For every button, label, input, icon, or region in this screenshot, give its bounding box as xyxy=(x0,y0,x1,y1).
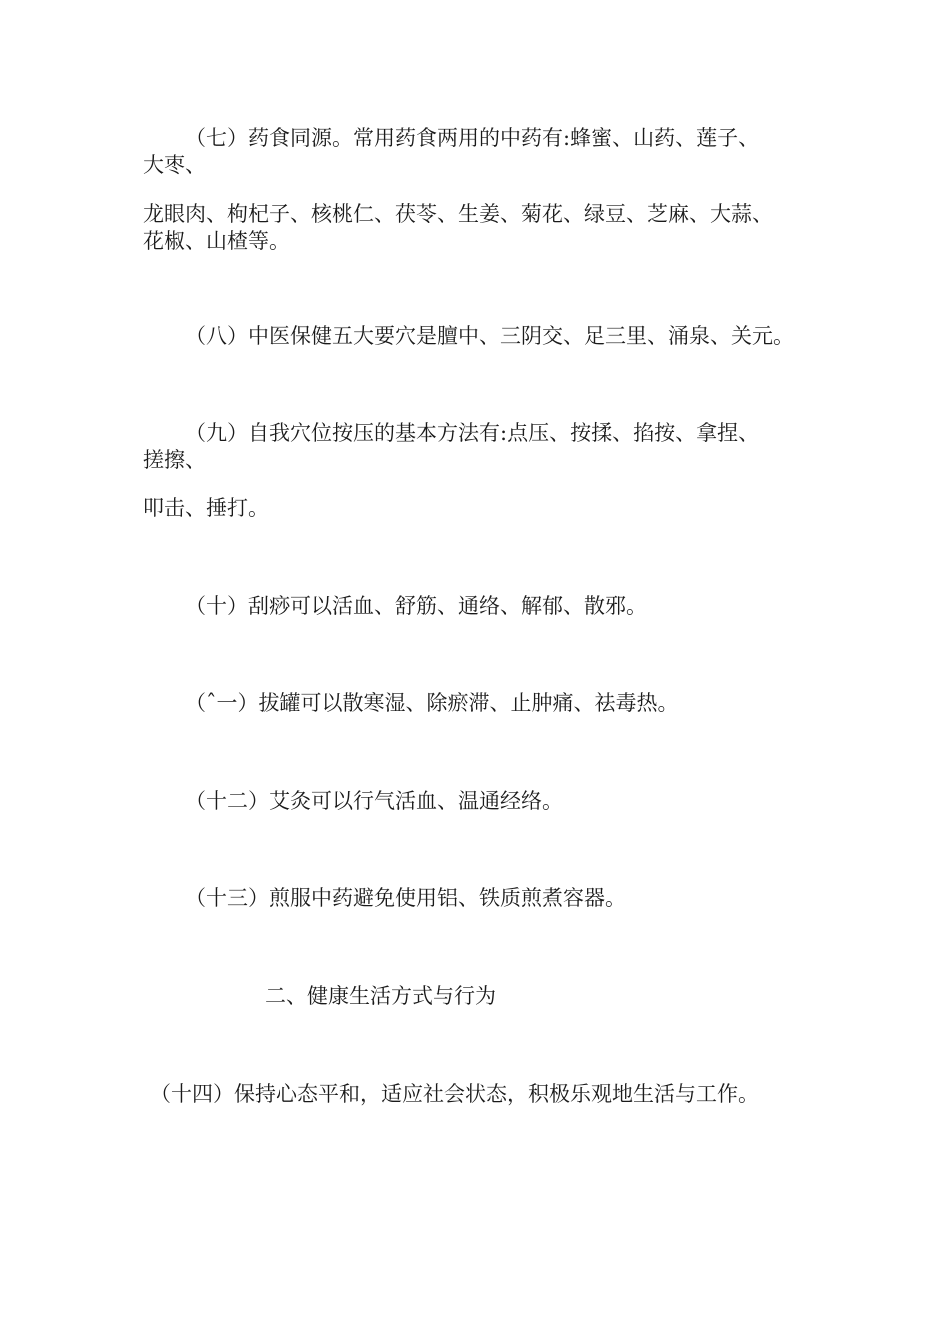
section-heading: 二、健康生活方式与行为 xyxy=(265,984,496,1008)
item-9-line-3: 叩击、捶打。 xyxy=(143,496,269,520)
item-10-line: （十）刮痧可以活血、舒筋、通络、解郁、散邪。 xyxy=(185,594,647,618)
item-7-line-1: （七）药食同源。常用药食两用的中药有:蜂蜜、山药、莲子、 xyxy=(185,126,760,150)
item-8-line: （八）中医保健五大要穴是膻中、三阴交、足三里、涌泉、关元。 xyxy=(185,324,794,348)
item-13-line: （十三）煎服中药避免使用铝、铁质煎煮容器。 xyxy=(185,886,626,910)
item-7-line-4: 花椒、山楂等。 xyxy=(143,229,290,253)
item-7-line-3: 龙眼肉、枸杞子、核桃仁、茯苓、生姜、菊花、绿豆、芝麻、大蒜、 xyxy=(143,202,773,226)
item-14-line: （十四）保持心态平和，适应社会状态，积极乐观地生活与工作。 xyxy=(150,1082,759,1106)
item-11-line: （ˆ一）拔罐可以散寒湿、除瘀滞、止肿痛、祛毒热。 xyxy=(185,691,679,715)
item-7-line-2: 大枣、 xyxy=(143,153,206,177)
item-9-line-1: （九）自我穴位按压的基本方法有:点压、按揉、掐按、拿捏、 xyxy=(185,421,760,445)
item-12-line: （十二）艾灸可以行气活血、温通经络。 xyxy=(185,789,563,813)
item-9-line-2: 搓擦、 xyxy=(143,448,206,472)
